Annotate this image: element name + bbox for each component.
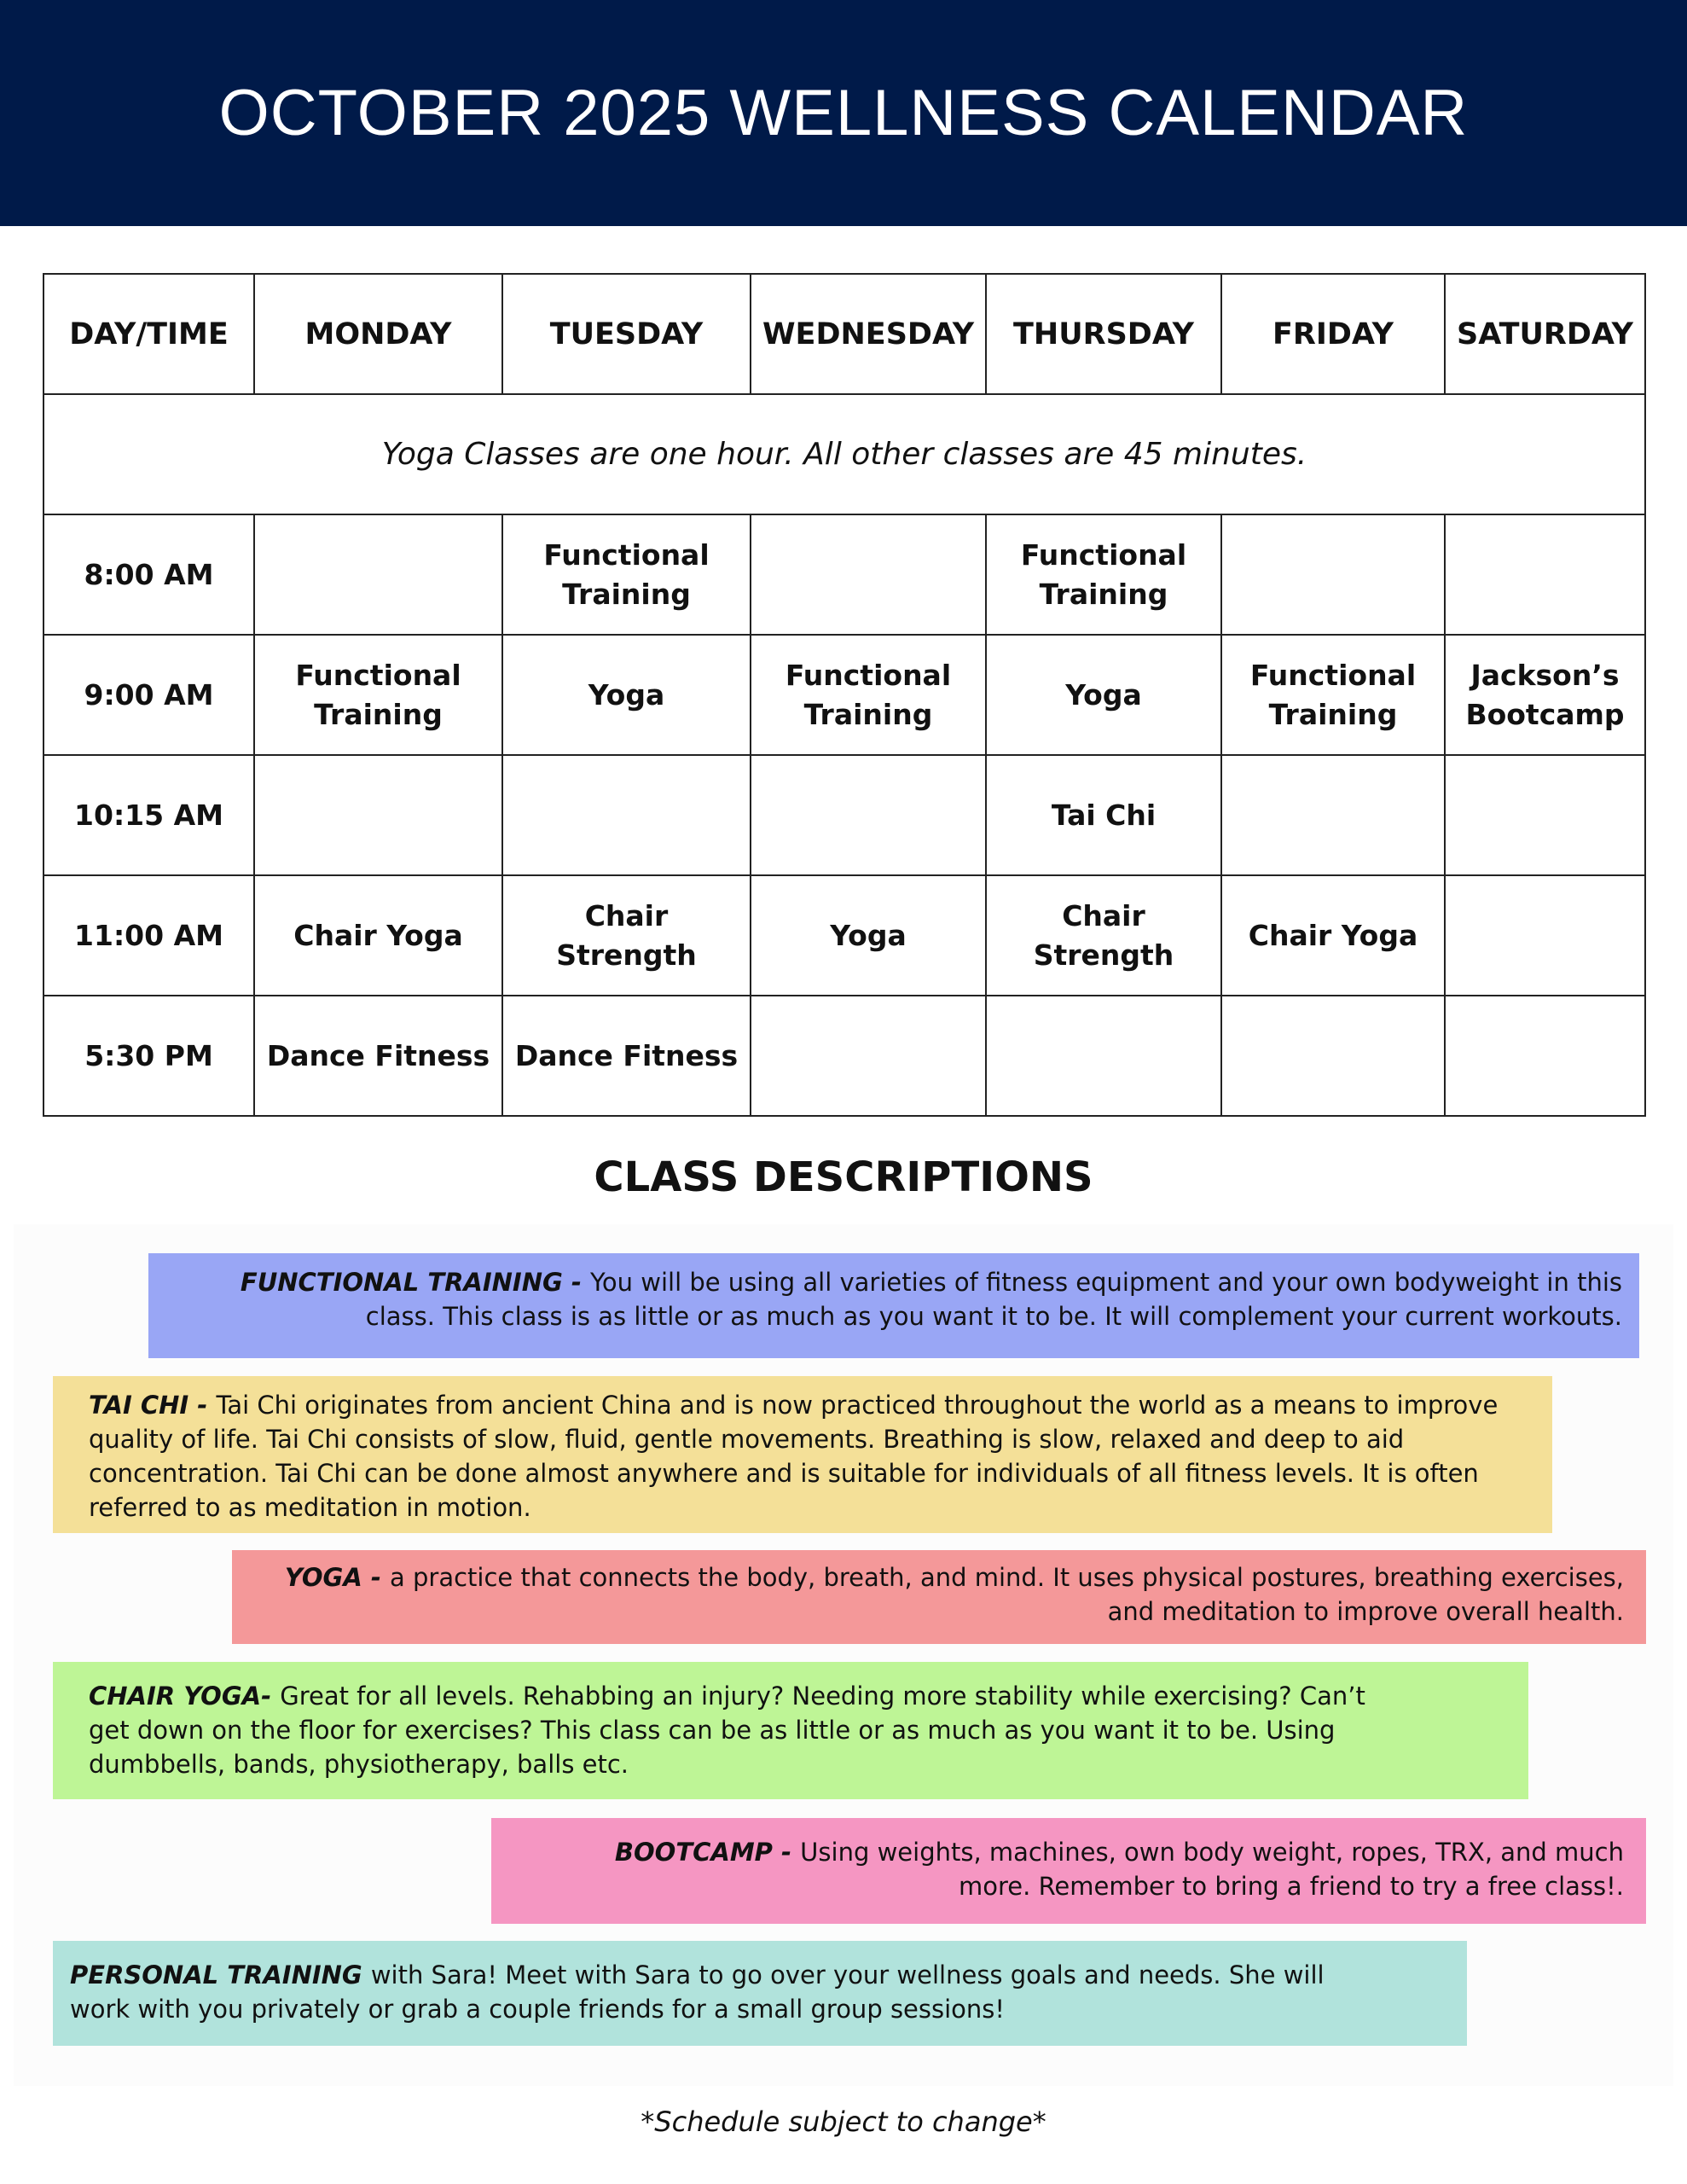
description-name: PERSONAL TRAINING bbox=[70, 1960, 371, 1989]
class-cell bbox=[751, 996, 986, 1116]
class-cell: Chair Yoga bbox=[1221, 875, 1445, 996]
class-cell: Yoga bbox=[986, 635, 1221, 755]
column-header-daytime: DAY/TIME bbox=[43, 274, 254, 394]
description-name: BOOTCAMP - bbox=[614, 1838, 801, 1867]
class-cell: Chair Strength bbox=[986, 875, 1221, 996]
class-cell bbox=[1445, 514, 1645, 635]
time-cell: 10:15 AM bbox=[43, 755, 254, 875]
description-personal-training bbox=[53, 1941, 1467, 2046]
class-cell: Tai Chi bbox=[986, 755, 1221, 875]
class-cell: Chair Yoga bbox=[254, 875, 502, 996]
table-row bbox=[43, 996, 1645, 1116]
description-tai-chi bbox=[53, 1376, 1552, 1533]
description-yoga bbox=[232, 1550, 1646, 1644]
description-text: Using weights, machines, own body weight, ropes, TRX, and much more. Remember to bring a friend to try a free class!. bbox=[800, 1838, 1624, 1901]
table-row bbox=[43, 875, 1645, 996]
class-cell: Functional Training bbox=[254, 635, 502, 755]
schedule-table bbox=[43, 273, 1646, 1117]
class-cell bbox=[1221, 755, 1445, 875]
description-name: FUNCTIONAL TRAINING - bbox=[240, 1268, 591, 1297]
class-cell bbox=[1445, 875, 1645, 996]
class-cell: Functional Training bbox=[986, 514, 1221, 635]
description-text: Great for all levels. Rehabbing an injury? Needing more stability while exercising? Can’t get down on the floor for exercises? This class can be as little or as much as you want it to be. Using dumbbells, bands, physiotherapy, balls etc. bbox=[89, 1682, 1365, 1779]
time-cell: 5:30 PM bbox=[43, 996, 254, 1116]
description-text: with Sara! Meet with Sara to go over your wellness goals and needs. She will work with you privately or grab a couple friends for a small group sessions! bbox=[70, 1960, 1325, 2024]
column-header-tuesday: TUESDAY bbox=[502, 274, 751, 394]
column-header-monday: MONDAY bbox=[254, 274, 502, 394]
schedule-disclaimer: *Schedule subject to change* bbox=[641, 2106, 1046, 2138]
column-header-thursday: THURSDAY bbox=[986, 274, 1221, 394]
description-bootcamp bbox=[491, 1818, 1646, 1924]
column-header-friday: FRIDAY bbox=[1221, 274, 1445, 394]
class-cell bbox=[751, 755, 986, 875]
description-name: TAI CHI - bbox=[89, 1391, 217, 1420]
class-cell bbox=[1221, 996, 1445, 1116]
description-chair-yoga bbox=[53, 1662, 1528, 1799]
description-text: Tai Chi originates from ancient China and is now practiced throughout the world as a means to improve quality of life. Tai Chi consists of slow, fluid, gentle movements. Breathing is slow, relaxed and deep to aid concentration. Tai Chi can be done almost anywhere and is suitable for individuals of all fitness levels. It is often referred to as meditation in motion. bbox=[89, 1391, 1499, 1522]
class-duration-note: Yoga Classes are one hour. All other classes are 45 minutes. bbox=[43, 394, 1645, 514]
table-row bbox=[43, 514, 1645, 635]
class-cell bbox=[502, 755, 751, 875]
class-cell bbox=[1445, 996, 1645, 1116]
description-text: a practice that connects the body, breath, and mind. It uses physical postures, breathing exercises, and meditation to improve overall health. bbox=[390, 1563, 1624, 1626]
class-cell: Yoga bbox=[502, 635, 751, 755]
class-cell: Dance Fitness bbox=[502, 996, 751, 1116]
class-cell bbox=[254, 755, 502, 875]
table-row bbox=[43, 755, 1645, 875]
class-descriptions-heading: CLASS DESCRIPTIONS bbox=[594, 1153, 1093, 1201]
page-title: OCTOBER 2025 WELLNESS CALENDAR bbox=[218, 77, 1469, 149]
class-cell: Functional Training bbox=[502, 514, 751, 635]
time-cell: 9:00 AM bbox=[43, 635, 254, 755]
note-row bbox=[43, 394, 1645, 514]
time-cell: 8:00 AM bbox=[43, 514, 254, 635]
class-cell: Dance Fitness bbox=[254, 996, 502, 1116]
class-cell: Jackson’s Bootcamp bbox=[1445, 635, 1645, 755]
class-cell bbox=[986, 996, 1221, 1116]
class-cell: Chair Strength bbox=[502, 875, 751, 996]
class-cell: Functional Training bbox=[1221, 635, 1445, 755]
class-cell: Functional Training bbox=[751, 635, 986, 755]
description-functional-training bbox=[148, 1253, 1639, 1358]
table-row bbox=[43, 635, 1645, 755]
class-cell: Yoga bbox=[751, 875, 986, 996]
header-banner bbox=[0, 0, 1687, 226]
class-cell bbox=[254, 514, 502, 635]
column-header-saturday: SATURDAY bbox=[1445, 274, 1645, 394]
description-name: YOGA - bbox=[284, 1563, 390, 1592]
time-cell: 11:00 AM bbox=[43, 875, 254, 996]
class-cell bbox=[1445, 755, 1645, 875]
description-name: CHAIR YOGA- bbox=[89, 1682, 281, 1711]
description-text: You will be using all varieties of fitness equipment and your own bodyweight in this class. This class is as little or as much as you want it to be. It will complement your current workouts. bbox=[365, 1268, 1622, 1331]
class-cell bbox=[751, 514, 986, 635]
column-header-wednesday: WEDNESDAY bbox=[751, 274, 986, 394]
class-cell bbox=[1221, 514, 1445, 635]
header-row bbox=[43, 274, 1645, 394]
